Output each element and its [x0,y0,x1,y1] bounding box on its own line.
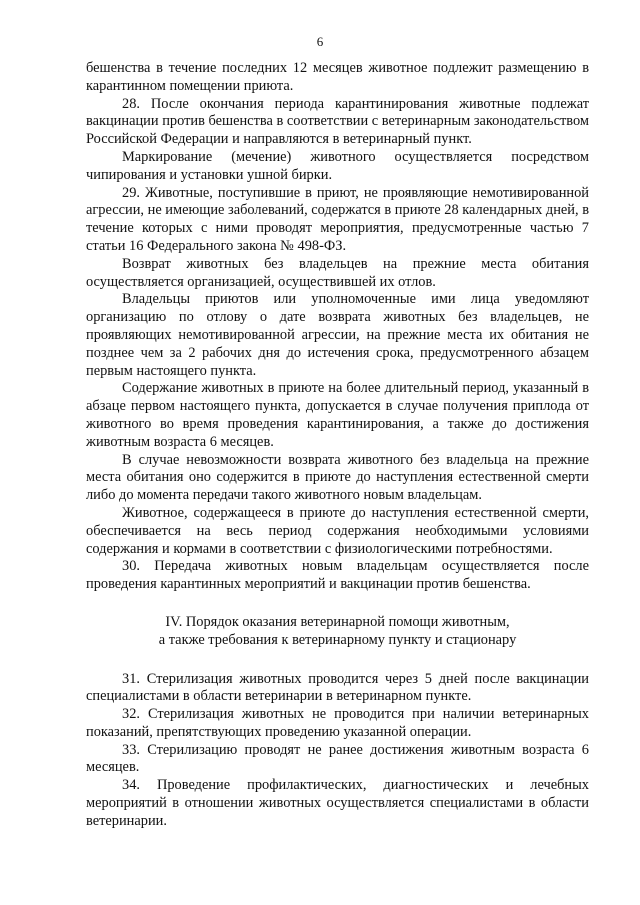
paragraph-owners-notify: Владельцы приютов или уполномоченные ими лица уведомляют организацию по отлову о дате возврата животных без владельцев, не проявляющих немотивированной агрессии, на прежние места их обитания не позднее чем за 2 рабочих дня до истечения срока, предусмотренного абзацем первым настоящего пункта. [86,291,589,379]
section-heading-line-1: IV. Порядок оказания ветеринарной помощи животным, [165,613,510,630]
paragraph-impossible-return: В случае невозможности возврата животного без владельца на прежние места обитания оно содержится в приюте до наступления естественной смерти либо до момента передачи такого животного новым владельцам. [86,451,589,504]
paragraph-extended-stay: Содержание животных в приюте на более длительный период, указанный в абзаце первом настоящего пункта, допускается в случае получения приплода от животного во время проведения карантинирования, а также до достижения животным возраста 6 месяцев. [86,380,589,450]
document-body [86,60,589,831]
paragraph-item-34: 34. Проведение профилактических, диагностических и лечебных мероприятий в отношении животных осуществляется специалистами в области ветеринарии. [86,777,589,829]
paragraph-return: Возврат животных без владельцев на прежние места обитания осуществляется организацией, осуществившей их отлов. [86,255,589,290]
paragraph-continuation: бешенства в течение последних 12 месяцев животное подлежит размещению в карантинном помещении приюта. [86,60,589,94]
paragraph-item-30: 30. Передача животных новым владельцам осуществляется после проведения карантинных мероприятий и вакцинации против бешенства. [86,558,589,593]
paragraph-item-31: 31. Стерилизация животных проводится через 5 дней после вакцинации специалистами в области ветеринарии в ветеринарном пункте. [86,670,589,705]
section-heading-line-2: а также требования к ветеринарному пункту и стационару [158,631,517,648]
paragraph-item-32: 32. Стерилизация животных не проводится при наличии ветеринарных показаний, препятствующих проведению указанной операции. [86,706,589,740]
paragraph-marking: Маркирование (мечение) животного осуществляется посредством чипирования и установки ушной бирки. [86,148,589,183]
paragraph-natural-death: Животное, содержащееся в приюте до наступления естественной смерти, обеспечивается на весь период содержания необходимыми условиями содержания и кормами в соответствии с физиологическими потребностями. [86,504,589,557]
paragraph-item-29: 29. Животные, поступившие в приют, не проявляющие немотивированной агрессии, не имеющие заболеваний, содержатся в приюте 28 календарных дней, в течение которых с ними проводят мероприятия, предусмотренные частью 7 статьи 16 Федерального закона № 498-ФЗ. [86,184,589,254]
page-number: 6 [316,34,324,49]
paragraph-item-28: 28. После окончания периода карантинирования животные подлежат вакцинации против бешенства в соответствии с ветеринарным законодательством Российской Федерации и направляются в ветеринарный пункт. [86,95,589,148]
paragraph-item-33: 33. Стерилизацию проводят не ранее достижения животным возраста 6 месяцев. [86,741,589,776]
section-heading [86,614,589,650]
